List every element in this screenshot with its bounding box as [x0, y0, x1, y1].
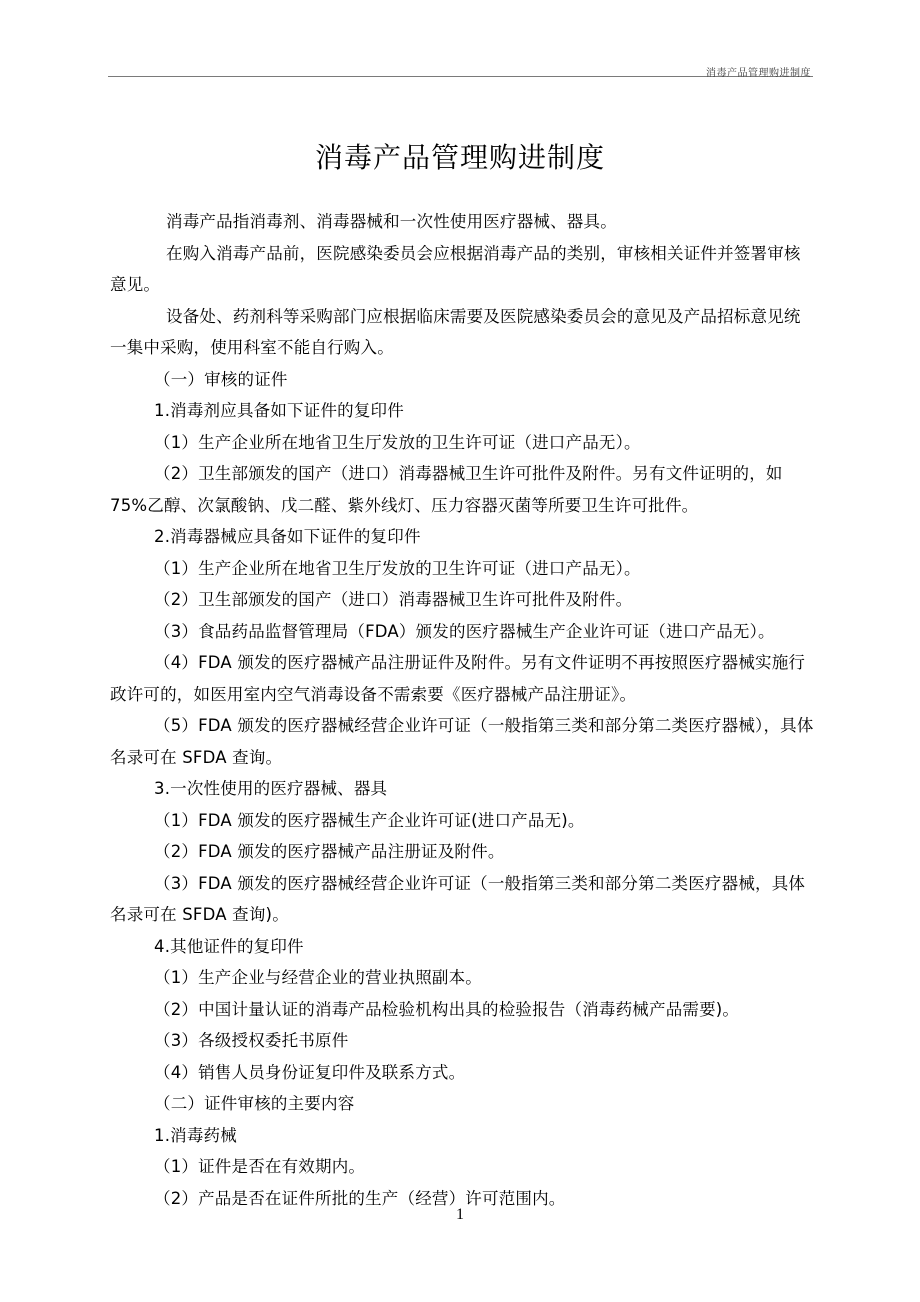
subheading-1-2: 2.消毒器械应具备如下证件的复印件: [154, 527, 421, 546]
list-item: （2）卫生部颁发的国产（进口）消毒器械卫生许可批件及附件。: [154, 590, 633, 609]
list-item: （4）FDA 颁发的医疗器械产品注册证件及附件。另有文件证明不再按照医疗器械实施行政许可的，如医用室内空气消毒设备不需索要《医疗器械产品注册证》。: [110, 653, 806, 704]
section-heading-2: （二）证件审核的主要内容: [154, 1094, 355, 1113]
paragraph-review: 在购入消毒产品前，医院感染委员会应根据消毒产品的类别，审核相关证件并签署审核意见。: [110, 243, 801, 294]
list-item: （1）证件是否在有效期内。: [154, 1157, 366, 1176]
list-item: （2）FDA 颁发的医疗器械产品注册证及附件。: [154, 842, 505, 861]
subheading-1-3: 3.一次性使用的医疗器械、器具: [154, 779, 388, 798]
list-item: （3）FDA 颁发的医疗器械经营企业许可证（一般指第三类和部分第二类医疗器械，具体名录可在 SFDA 查询)。: [110, 873, 806, 924]
page-number: 1: [456, 1206, 464, 1223]
paragraph-definition: 消毒产品指消毒剂、消毒器械和一次性使用医疗器械、器具。: [166, 212, 617, 231]
list-item: （4）销售人员身份证复印件及联系方式。: [154, 1062, 466, 1082]
list-item: （1）生产企业与经营企业的营业执照副本。: [154, 968, 482, 987]
paragraph-procurement: 设备处、药剂科等采购部门应根据临床需要及医院感染委员会的意见及产品招标意见统一集中采购，使用科室不能自行购入。: [110, 306, 801, 357]
running-title: 消毒产品管理购进制度: [706, 68, 811, 79]
list-item: （5）FDA 颁发的医疗器械经营企业许可证（一般指第三类和部分第二类医疗器械），具体名录可在 SFDA 查询。: [110, 716, 814, 767]
subheading-1-4: 4.其他证件的复印件: [154, 936, 304, 956]
list-item: （1）生产企业所在地省卫生厅发放的卫生许可证（进口产品无）。: [154, 558, 641, 578]
section-heading-1: （一）审核的证件: [154, 369, 288, 389]
page-header: [108, 64, 813, 77]
document-title: 消毒产品管理购进制度: [314, 141, 605, 174]
list-item: （1）FDA 颁发的医疗器械生产企业许可证(进口产品无)。: [154, 810, 585, 830]
list-item: （2）中国计量认证的消毒产品检验机构出具的检验报告（消毒药械产品需要)。: [154, 999, 740, 1019]
subheading-2-1: 1.消毒药械: [154, 1125, 237, 1145]
subheading-1-1: 1.消毒剂应具备如下证件的复印件: [154, 401, 404, 420]
list-item: （3）食品药品监督管理局（FDA）颁发的医疗器械生产企业许可证（进口产品无）。: [154, 621, 775, 641]
list-item: （2）卫生部颁发的国产（进口）消毒器械卫生许可批件及附件。另有文件证明的，如 75%乙醇、次氯酸钠、戊二醛、紫外线灯、压力容器灭菌等所要卫生许可批件。: [110, 464, 783, 515]
document-body: [110, 206, 816, 1214]
list-item: （1）生产企业所在地省卫生厅发放的卫生许可证（进口产品无）。: [154, 432, 641, 452]
list-item: （3）各级授权委托书原件: [154, 1031, 349, 1050]
list-item: （2）产品是否在证件所批的生产（经营）许可范围内。: [154, 1188, 566, 1208]
